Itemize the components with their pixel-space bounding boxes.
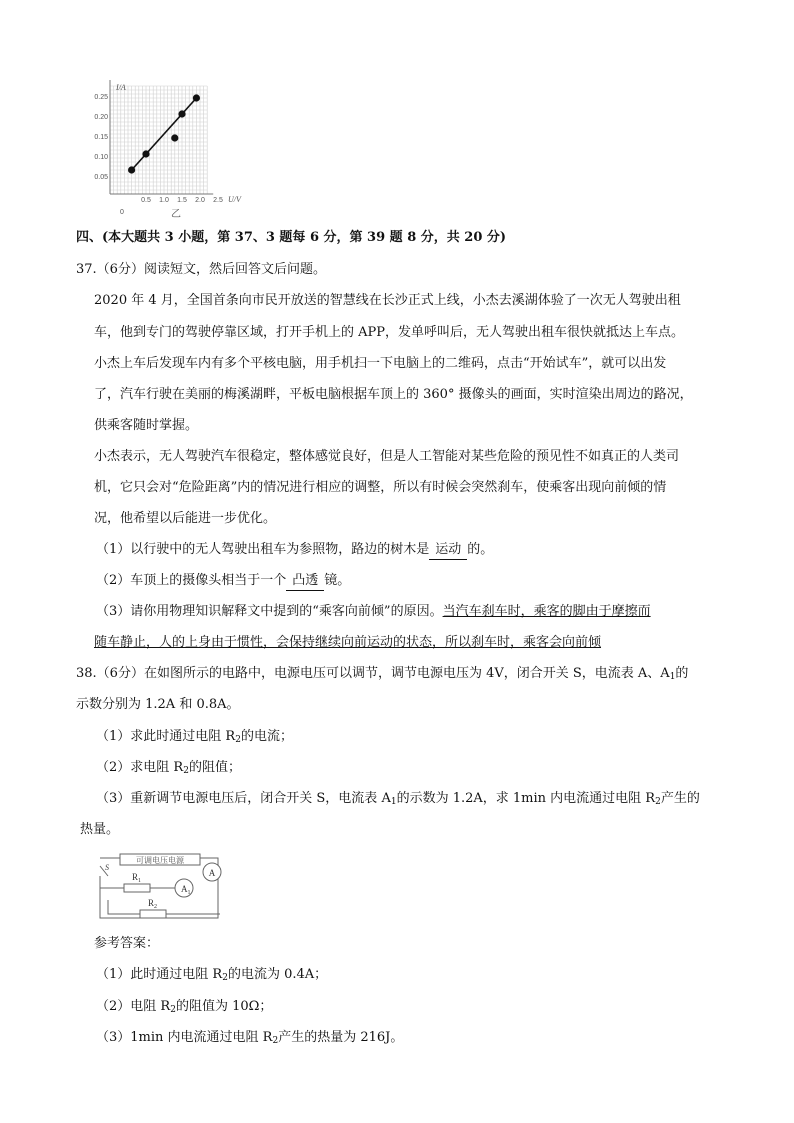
x-tick-label: 2.5 [213,197,223,204]
q37-sub1-suffix: 的。 [467,542,494,557]
r1-label [132,872,141,884]
data-point [178,110,185,117]
r2-label [148,898,157,910]
q37-sub2-prompt: （2）车顶上的摄像头相当于一个 [96,573,287,588]
circuit-wires [100,858,220,918]
q37-stem: 37.（6分）阅读短文，然后回答文后问题。 [76,262,326,277]
switch-label: S [105,863,109,872]
q38-sub-text: 的电流； [240,729,293,744]
y-tick-label: 0.15 [94,134,108,141]
q38-stem-line [76,665,688,683]
q37-passage-line: 况，他希望以后能进一步优化。 [94,511,277,526]
q38-sub-text: 的阻值； [188,760,241,775]
x-tick-label: 2.0 [195,197,205,204]
iu-graph-svg [84,80,284,220]
answer-2 [96,998,272,1016]
r1-label-sub: 1 [138,878,142,884]
q38-sub3 [96,790,700,808]
q37-sub3-prompt: （3）请你用物理知识解释文中提到的“乘客向前倾”的原因。 [96,604,443,619]
origin-label: 0 [120,209,124,216]
q37-passage-line: 小杰上车后发现车内有多个平核电脑，用手机扫一下电脑上的二维码，点击“开始试车”，就可以出发 [94,356,667,371]
y-tick-label: 0.20 [94,114,108,121]
q37-passage-line: 了，汽车行驶在美丽的梅溪湖畔，平板电脑根据车顶上的 360° 摄像头的画面，实时渲染出周边的路况， [94,387,693,402]
r2-label-text: R [148,898,155,908]
circuit-svg [96,852,226,924]
data-point [171,134,178,141]
ammeter-a1-text: A [181,884,188,894]
q38-sub2 [96,759,241,777]
data-point [128,166,135,173]
q38-sub1 [96,728,293,746]
subscript: 1 [669,672,676,682]
resistor-r1 [124,884,150,892]
q37-sub1-prompt: （1）以行驶中的无人驾驶出租车为参照物，路边的树木是 [96,542,430,557]
q38-stem-text: 的 [675,666,689,681]
y-tick-label: 0.05 [94,174,108,181]
iu-graph [84,80,284,220]
r2-label-sub: 2 [154,904,158,910]
answer-text: 的电流为 0.4A； [227,967,328,982]
data-point [142,150,149,157]
subscript: 2 [235,735,241,745]
answer-title: 参考答案： [94,936,160,951]
graph-caption: 乙 [171,209,181,220]
answer-text: （3）1min 内电流通过电阻 R [96,1030,273,1045]
x-tick-label: 0.5 [141,197,151,204]
q37-passage-line: 2020 年 4 月，全国首条向市民开放送的智慧线在长沙正式上线，小杰去溪湖体验了一次无人驾驶出租 [94,293,681,308]
q37-sub1-answer: 运动 [429,541,467,560]
q38-sub-text: （1）求此时通过电阻 R [96,729,236,744]
data-point [193,94,200,101]
answer-3 [96,1029,403,1047]
q38-sub-text: （3）重新调节电源电压后，闭合开关 S，电流表 A [96,791,391,806]
q37-sub2-answer: 凸透 [286,572,324,591]
q37-sub2-suffix: 镜。 [324,573,351,588]
q38-sub3-cont: 热量。 [80,822,120,837]
subscript: 2 [272,1036,279,1046]
subscript: 2 [183,766,189,776]
q38-sub-text: （2）求电阻 R [96,760,184,775]
x-tick-label: 1.0 [159,197,169,204]
answer-text: （1）此时通过电阻 R [96,967,223,982]
q38-sub-text: 的示数为 1.2A，求 1min 内电流通过电阻 R [396,791,656,806]
answer-text: （2）电阻 R [96,999,171,1014]
ammeter-a1-sub: 1 [187,890,191,896]
resistor-r2 [140,910,166,918]
q37-passage-line: 车，他到专门的驾驶停靠区域，打开手机上的 APP，发单呼叫后，无人驾驶出租车很快就抵达上车点。 [94,325,685,340]
answer-text: 产生的热量为 216J。 [278,1030,404,1045]
answer-1 [96,966,327,984]
q37-passage-line: 小杰表示，无人驾驶汽车很稳定，整体感觉良好，但是人工智能对某些危险的预见性不如真正的人类司 [94,449,680,464]
answer-text: 的阻值为 10Ω； [175,999,273,1014]
q37-sub3 [96,603,651,621]
y-axis-label: I/A [116,83,126,92]
circuit-diagram [96,852,226,924]
q37-sub3-answer-cont: 随车静止，人的上身由于惯性，会保持继续向前运动的状态，所以刹车时，乘客会向前倾 [94,635,602,650]
q37-sub3-answer: 当汽车刹车时，乘客的脚由于摩擦而 [442,604,651,619]
subscript: 2 [655,797,661,807]
q37-sub1 [96,541,493,560]
subscript: 1 [390,797,397,807]
y-tick-label: 0.10 [94,154,108,161]
graph-ticks [94,83,242,220]
q38-stem-line: 示数分别为 1.2A 和 0.8A。 [76,697,240,712]
ammeter-a-label: A [208,868,216,878]
q37-passage-line: 机，它只会对“危险距离”内的情况进行相应的调整，所以有时候会突然刹车，使乘客出现向前倾的情 [94,480,667,495]
subscript: 2 [170,1005,176,1015]
power-source-label: 可调电压电源 [136,856,184,865]
q37-passage-line: 供乘客随时掌握。 [94,418,199,433]
q38-sub-text: 产生的 [660,791,700,806]
x-tick-label: 1.5 [177,197,187,204]
r1-label-text: R [132,872,139,882]
y-tick-label: 0.25 [94,94,108,101]
q38-stem-text: 38.（6分）在如图所示的电路中，电源电压可以调节，调节电源电压为 4V，闭合开关 S，电流表 A、A [76,666,670,681]
subscript: 2 [222,973,228,983]
section-title: 四、(本大题共 3 小题，第 37、3 题每 6 分，第 39 题 8 分，共 20 分) [76,230,507,245]
x-axis-label: U/V [228,195,241,204]
q37-sub2 [96,572,350,591]
